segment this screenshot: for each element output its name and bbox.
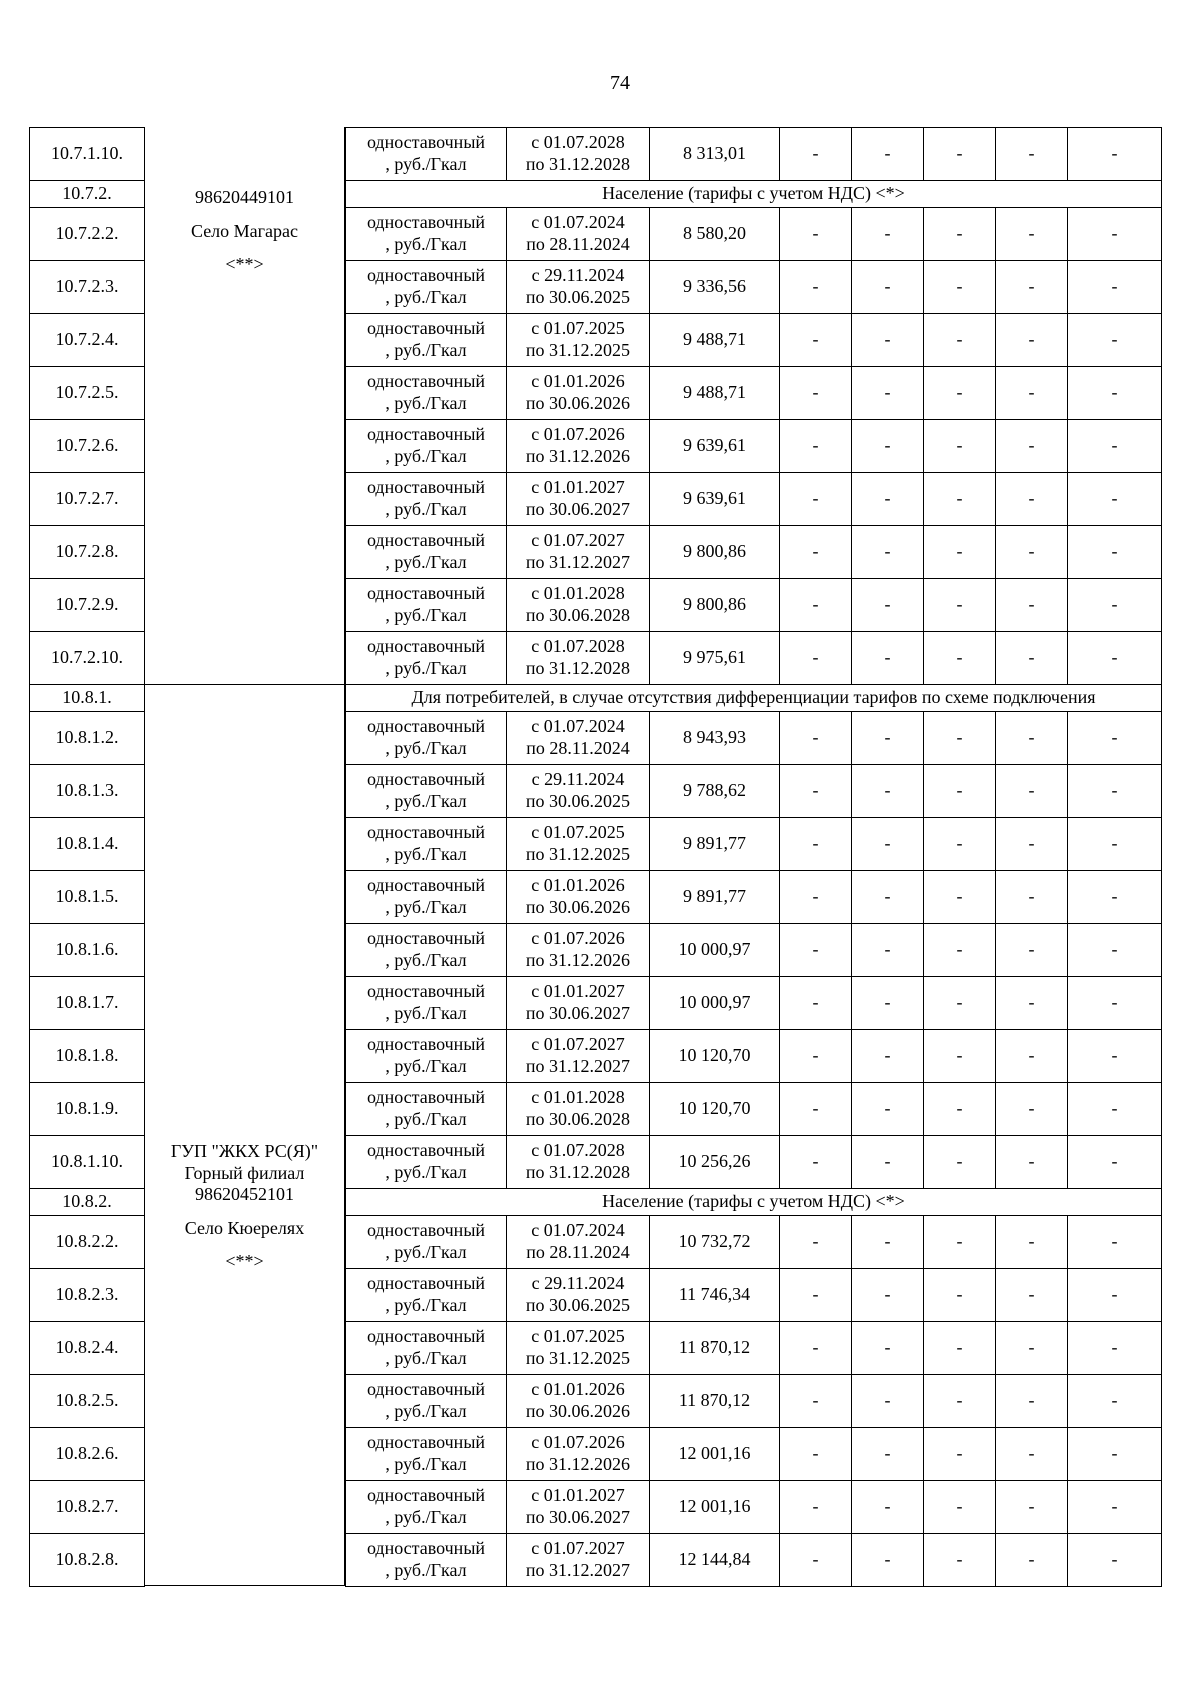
empty-value: - [851, 525, 924, 579]
empty-value: - [1067, 207, 1162, 261]
rate-type: одноставочный , руб./Гкал [345, 313, 507, 367]
row-number: 10.7.2.5. [29, 366, 145, 420]
empty-value: - [995, 419, 1068, 473]
row-number: 10.7.2.7. [29, 472, 145, 526]
tariff-value: 12 001,16 [649, 1480, 780, 1534]
empty-value: - [923, 207, 996, 261]
row-number: 10.8.1.6. [29, 923, 145, 977]
tariff-value: 8 580,20 [649, 207, 780, 261]
rate-type: одноставочный , руб./Гкал [345, 260, 507, 314]
empty-value: - [923, 1215, 996, 1269]
empty-value: - [851, 472, 924, 526]
empty-value: - [1067, 419, 1162, 473]
row-number: 10.7.2.6. [29, 419, 145, 473]
empty-value: - [851, 923, 924, 977]
empty-value: - [1067, 1215, 1162, 1269]
empty-value: - [923, 1480, 996, 1534]
empty-value: - [851, 366, 924, 420]
org-line: 98620452101 [195, 1184, 294, 1205]
period: с 01.07.2024 по 28.11.2024 [506, 207, 650, 261]
rate-type: одноставочный , руб./Гкал [345, 817, 507, 871]
empty-value: - [779, 1321, 852, 1375]
row-number: 10.7.2.9. [29, 578, 145, 632]
rate-type: одноставочный , руб./Гкал [345, 207, 507, 261]
empty-value: - [1067, 631, 1162, 685]
empty-value: - [851, 764, 924, 818]
rate-type: одноставочный , руб./Гкал [345, 127, 507, 181]
empty-value: - [1067, 1427, 1162, 1481]
empty-value: - [1067, 1029, 1162, 1083]
empty-value: - [1067, 764, 1162, 818]
tariff-value: 9 800,86 [649, 525, 780, 579]
period: с 01.07.2025 по 31.12.2025 [506, 1321, 650, 1375]
org-description [146, 187, 343, 276]
period: с 01.07.2027 по 31.12.2027 [506, 1533, 650, 1587]
empty-value: - [923, 1029, 996, 1083]
empty-value: - [1067, 127, 1162, 181]
empty-value: - [1067, 1082, 1162, 1136]
row-number: 10.8.1.2. [29, 711, 145, 765]
row-number: 10.7.2.2. [29, 207, 145, 261]
empty-value: - [923, 472, 996, 526]
tariff-value: 9 891,77 [649, 817, 780, 871]
empty-value: - [923, 976, 996, 1030]
period: с 01.07.2024 по 28.11.2024 [506, 711, 650, 765]
row-number: 10.7.2.4. [29, 313, 145, 367]
empty-value: - [923, 1427, 996, 1481]
period: с 01.07.2025 по 31.12.2025 [506, 313, 650, 367]
org-line: ГУП "ЖКХ РС(Я)" [170, 1141, 319, 1161]
empty-value: - [923, 1135, 996, 1189]
rate-type: одноставочный , руб./Гкал [345, 525, 507, 579]
period: с 29.11.2024 по 30.06.2025 [506, 1268, 650, 1322]
row-number: 10.8.2. [29, 1188, 145, 1216]
org-line: <**> [225, 254, 264, 275]
empty-value: - [1067, 260, 1162, 314]
empty-value: - [923, 313, 996, 367]
empty-value: - [1067, 472, 1162, 526]
empty-value: - [923, 1374, 996, 1428]
section-header: Население (тарифы с учетом НДС) <*> [345, 180, 1162, 208]
rate-type: одноставочный , руб./Гкал [345, 1480, 507, 1534]
period: с 01.01.2027 по 30.06.2027 [506, 976, 650, 1030]
empty-value: - [995, 923, 1068, 977]
row-number: 10.8.2.3. [29, 1268, 145, 1322]
empty-value: - [851, 419, 924, 473]
empty-value: - [851, 1533, 924, 1587]
empty-value: - [995, 525, 1068, 579]
empty-value: - [779, 1215, 852, 1269]
rate-type: одноставочный , руб./Гкал [345, 976, 507, 1030]
org-description [146, 1141, 343, 1273]
empty-value: - [851, 976, 924, 1030]
empty-value: - [1067, 976, 1162, 1030]
empty-value: - [851, 260, 924, 314]
period: с 29.11.2024 по 30.06.2025 [506, 764, 650, 818]
period: с 01.01.2027 по 30.06.2027 [506, 1480, 650, 1534]
empty-value: - [851, 1480, 924, 1534]
empty-value: - [1067, 923, 1162, 977]
tariff-value: 9 488,71 [649, 366, 780, 420]
empty-value: - [779, 1374, 852, 1428]
empty-value: - [923, 578, 996, 632]
empty-value: - [779, 1082, 852, 1136]
empty-value: - [779, 711, 852, 765]
empty-value: - [779, 631, 852, 685]
empty-value: - [779, 817, 852, 871]
empty-value: - [779, 1480, 852, 1534]
row-number: 10.8.2.4. [29, 1321, 145, 1375]
empty-value: - [1067, 1268, 1162, 1322]
row-number: 10.7.2.3. [29, 260, 145, 314]
empty-value: - [923, 764, 996, 818]
org-section-divider [144, 684, 345, 685]
period: с 01.07.2028 по 31.12.2028 [506, 127, 650, 181]
empty-value: - [1067, 1480, 1162, 1534]
empty-value: - [779, 1029, 852, 1083]
period: с 01.07.2024 по 28.11.2024 [506, 1215, 650, 1269]
empty-value: - [923, 923, 996, 977]
empty-value: - [779, 578, 852, 632]
empty-value: - [995, 711, 1068, 765]
empty-value: - [923, 260, 996, 314]
empty-value: - [1067, 1321, 1162, 1375]
period: с 01.07.2025 по 31.12.2025 [506, 817, 650, 871]
empty-value: - [779, 366, 852, 420]
row-number: 10.8.1. [29, 684, 145, 712]
rate-type: одноставочный , руб./Гкал [345, 1427, 507, 1481]
empty-value: - [995, 1533, 1068, 1587]
org-line: Село Магарас [190, 220, 299, 241]
empty-value: - [995, 1135, 1068, 1189]
period: с 01.01.2028 по 30.06.2028 [506, 578, 650, 632]
rate-type: одноставочный , руб./Гкал [345, 764, 507, 818]
tariff-value: 9 800,86 [649, 578, 780, 632]
period: с 01.01.2027 по 30.06.2027 [506, 472, 650, 526]
empty-value: - [923, 1082, 996, 1136]
period: с 01.07.2026 по 31.12.2026 [506, 1427, 650, 1481]
row-number: 10.8.2.5. [29, 1374, 145, 1428]
period: с 01.07.2028 по 31.12.2028 [506, 1135, 650, 1189]
empty-value: - [995, 1082, 1068, 1136]
empty-value: - [995, 976, 1068, 1030]
row-number: 10.8.2.7. [29, 1480, 145, 1534]
empty-value: - [851, 817, 924, 871]
period: с 29.11.2024 по 30.06.2025 [506, 260, 650, 314]
rate-type: одноставочный , руб./Гкал [345, 1321, 507, 1375]
rate-type: одноставочный , руб./Гкал [345, 711, 507, 765]
row-number: 10.8.1.5. [29, 870, 145, 924]
period: с 01.07.2026 по 31.12.2026 [506, 419, 650, 473]
empty-value: - [923, 711, 996, 765]
empty-value: - [923, 366, 996, 420]
row-number: 10.8.1.10. [29, 1135, 145, 1189]
empty-value: - [995, 472, 1068, 526]
org-line: <**> [225, 1251, 264, 1272]
empty-value: - [923, 631, 996, 685]
empty-value: - [1067, 525, 1162, 579]
empty-value: - [779, 419, 852, 473]
tariff-value: 9 639,61 [649, 419, 780, 473]
row-number: 10.7.2.8. [29, 525, 145, 579]
empty-value: - [851, 1135, 924, 1189]
tariff-value: 12 144,84 [649, 1533, 780, 1587]
empty-value: - [779, 260, 852, 314]
org-line: Горный филиал [184, 1162, 305, 1183]
empty-value: - [995, 870, 1068, 924]
rate-type: одноставочный , руб./Гкал [345, 631, 507, 685]
empty-value: - [851, 631, 924, 685]
row-number: 10.8.1.7. [29, 976, 145, 1030]
empty-value: - [1067, 578, 1162, 632]
empty-value: - [851, 1321, 924, 1375]
period: с 01.07.2026 по 31.12.2026 [506, 923, 650, 977]
empty-value: - [779, 313, 852, 367]
empty-value: - [995, 313, 1068, 367]
empty-value: - [779, 472, 852, 526]
empty-value: - [995, 1480, 1068, 1534]
empty-value: - [995, 260, 1068, 314]
section-header: Население (тарифы с учетом НДС) <*> [345, 1188, 1162, 1216]
empty-value: - [779, 1135, 852, 1189]
tariff-value: 11 746,34 [649, 1268, 780, 1322]
tariff-value: 12 001,16 [649, 1427, 780, 1481]
empty-value: - [779, 207, 852, 261]
rate-type: одноставочный , руб./Гкал [345, 1533, 507, 1587]
empty-value: - [995, 1321, 1068, 1375]
empty-value: - [995, 127, 1068, 181]
empty-value: - [995, 1029, 1068, 1083]
period: с 01.01.2026 по 30.06.2026 [506, 870, 650, 924]
empty-value: - [1067, 870, 1162, 924]
rate-type: одноставочный , руб./Гкал [345, 870, 507, 924]
empty-value: - [923, 1533, 996, 1587]
empty-value: - [779, 870, 852, 924]
rate-type: одноставочный , руб./Гкал [345, 1215, 507, 1269]
rate-type: одноставочный , руб./Гкал [345, 1268, 507, 1322]
tariff-value: 9 488,71 [649, 313, 780, 367]
empty-value: - [1067, 366, 1162, 420]
tariff-value: 10 732,72 [649, 1215, 780, 1269]
empty-value: - [923, 127, 996, 181]
page-number: 74 [610, 72, 630, 94]
empty-value: - [851, 870, 924, 924]
tariff-value: 9 788,62 [649, 764, 780, 818]
row-number: 10.8.1.8. [29, 1029, 145, 1083]
rate-type: одноставочный , руб./Гкал [345, 472, 507, 526]
period: с 01.07.2028 по 31.12.2028 [506, 631, 650, 685]
empty-value: - [779, 1268, 852, 1322]
period: с 01.01.2026 по 30.06.2026 [506, 1374, 650, 1428]
empty-value: - [995, 1215, 1068, 1269]
rate-type: одноставочный , руб./Гкал [345, 1374, 507, 1428]
empty-value: - [1067, 711, 1162, 765]
empty-value: - [995, 817, 1068, 871]
empty-value: - [1067, 1374, 1162, 1428]
empty-value: - [923, 870, 996, 924]
empty-value: - [851, 1082, 924, 1136]
tariff-value: 10 120,70 [649, 1082, 780, 1136]
rate-type: одноставочный , руб./Гкал [345, 366, 507, 420]
rate-type: одноставочный , руб./Гкал [345, 1135, 507, 1189]
tariff-value: 10 120,70 [649, 1029, 780, 1083]
empty-value: - [995, 207, 1068, 261]
empty-value: - [995, 631, 1068, 685]
section-header: Для потребителей, в случае отсутствия дифференциации тарифов по схеме подключения [345, 684, 1162, 712]
empty-value: - [851, 207, 924, 261]
empty-value: - [1067, 1135, 1162, 1189]
org-line: Село Кюерелях [184, 1217, 305, 1238]
rate-type: одноставочный , руб./Гкал [345, 923, 507, 977]
tariff-value: 10 000,97 [649, 976, 780, 1030]
tariff-value: 10 000,97 [649, 923, 780, 977]
period: с 01.01.2026 по 30.06.2026 [506, 366, 650, 420]
tariff-value: 9 975,61 [649, 631, 780, 685]
rate-type: одноставочный , руб./Гкал [345, 1029, 507, 1083]
empty-value: - [851, 1268, 924, 1322]
empty-value: - [851, 711, 924, 765]
empty-value: - [779, 1427, 852, 1481]
tariff-table [29, 127, 1161, 1591]
empty-value: - [923, 419, 996, 473]
rate-type: одноставочный , руб./Гкал [345, 1082, 507, 1136]
row-number: 10.8.1.4. [29, 817, 145, 871]
empty-value: - [851, 127, 924, 181]
row-number: 10.8.2.8. [29, 1533, 145, 1587]
empty-value: - [1067, 817, 1162, 871]
row-number: 10.8.2.2. [29, 1215, 145, 1269]
tariff-value: 11 870,12 [649, 1374, 780, 1428]
empty-value: - [923, 1268, 996, 1322]
tariff-value: 10 256,26 [649, 1135, 780, 1189]
period: с 01.07.2027 по 31.12.2027 [506, 1029, 650, 1083]
empty-value: - [779, 976, 852, 1030]
empty-value: - [923, 1321, 996, 1375]
empty-value: - [1067, 1533, 1162, 1587]
empty-value: - [851, 578, 924, 632]
empty-value: - [851, 1029, 924, 1083]
empty-value: - [851, 1374, 924, 1428]
empty-value: - [995, 366, 1068, 420]
rate-type: одноставочный , руб./Гкал [345, 419, 507, 473]
empty-value: - [1067, 313, 1162, 367]
tariff-value: 8 313,01 [649, 127, 780, 181]
row-number: 10.8.1.3. [29, 764, 145, 818]
row-number: 10.7.2.10. [29, 631, 145, 685]
empty-value: - [779, 1533, 852, 1587]
period: с 01.07.2027 по 31.12.2027 [506, 525, 650, 579]
rate-type: одноставочный , руб./Гкал [345, 578, 507, 632]
tariff-value: 9 639,61 [649, 472, 780, 526]
empty-value: - [851, 313, 924, 367]
empty-value: - [779, 525, 852, 579]
tariff-value: 9 891,77 [649, 870, 780, 924]
row-number: 10.8.1.9. [29, 1082, 145, 1136]
tariff-value: 8 943,93 [649, 711, 780, 765]
empty-value: - [923, 525, 996, 579]
empty-value: - [995, 764, 1068, 818]
empty-value: - [995, 1374, 1068, 1428]
empty-value: - [923, 817, 996, 871]
row-number: 10.7.2. [29, 180, 145, 208]
empty-value: - [851, 1427, 924, 1481]
empty-value: - [779, 764, 852, 818]
tariff-value: 9 336,56 [649, 260, 780, 314]
period: с 01.01.2028 по 30.06.2028 [506, 1082, 650, 1136]
empty-value: - [995, 578, 1068, 632]
org-line: 98620449101 [195, 187, 294, 207]
empty-value: - [779, 923, 852, 977]
row-number: 10.7.1.10. [29, 127, 145, 181]
empty-value: - [995, 1427, 1068, 1481]
row-number: 10.8.2.6. [29, 1427, 145, 1481]
empty-value: - [779, 127, 852, 181]
empty-value: - [851, 1215, 924, 1269]
org-column-border [144, 127, 345, 1586]
tariff-value: 11 870,12 [649, 1321, 780, 1375]
empty-value: - [995, 1268, 1068, 1322]
